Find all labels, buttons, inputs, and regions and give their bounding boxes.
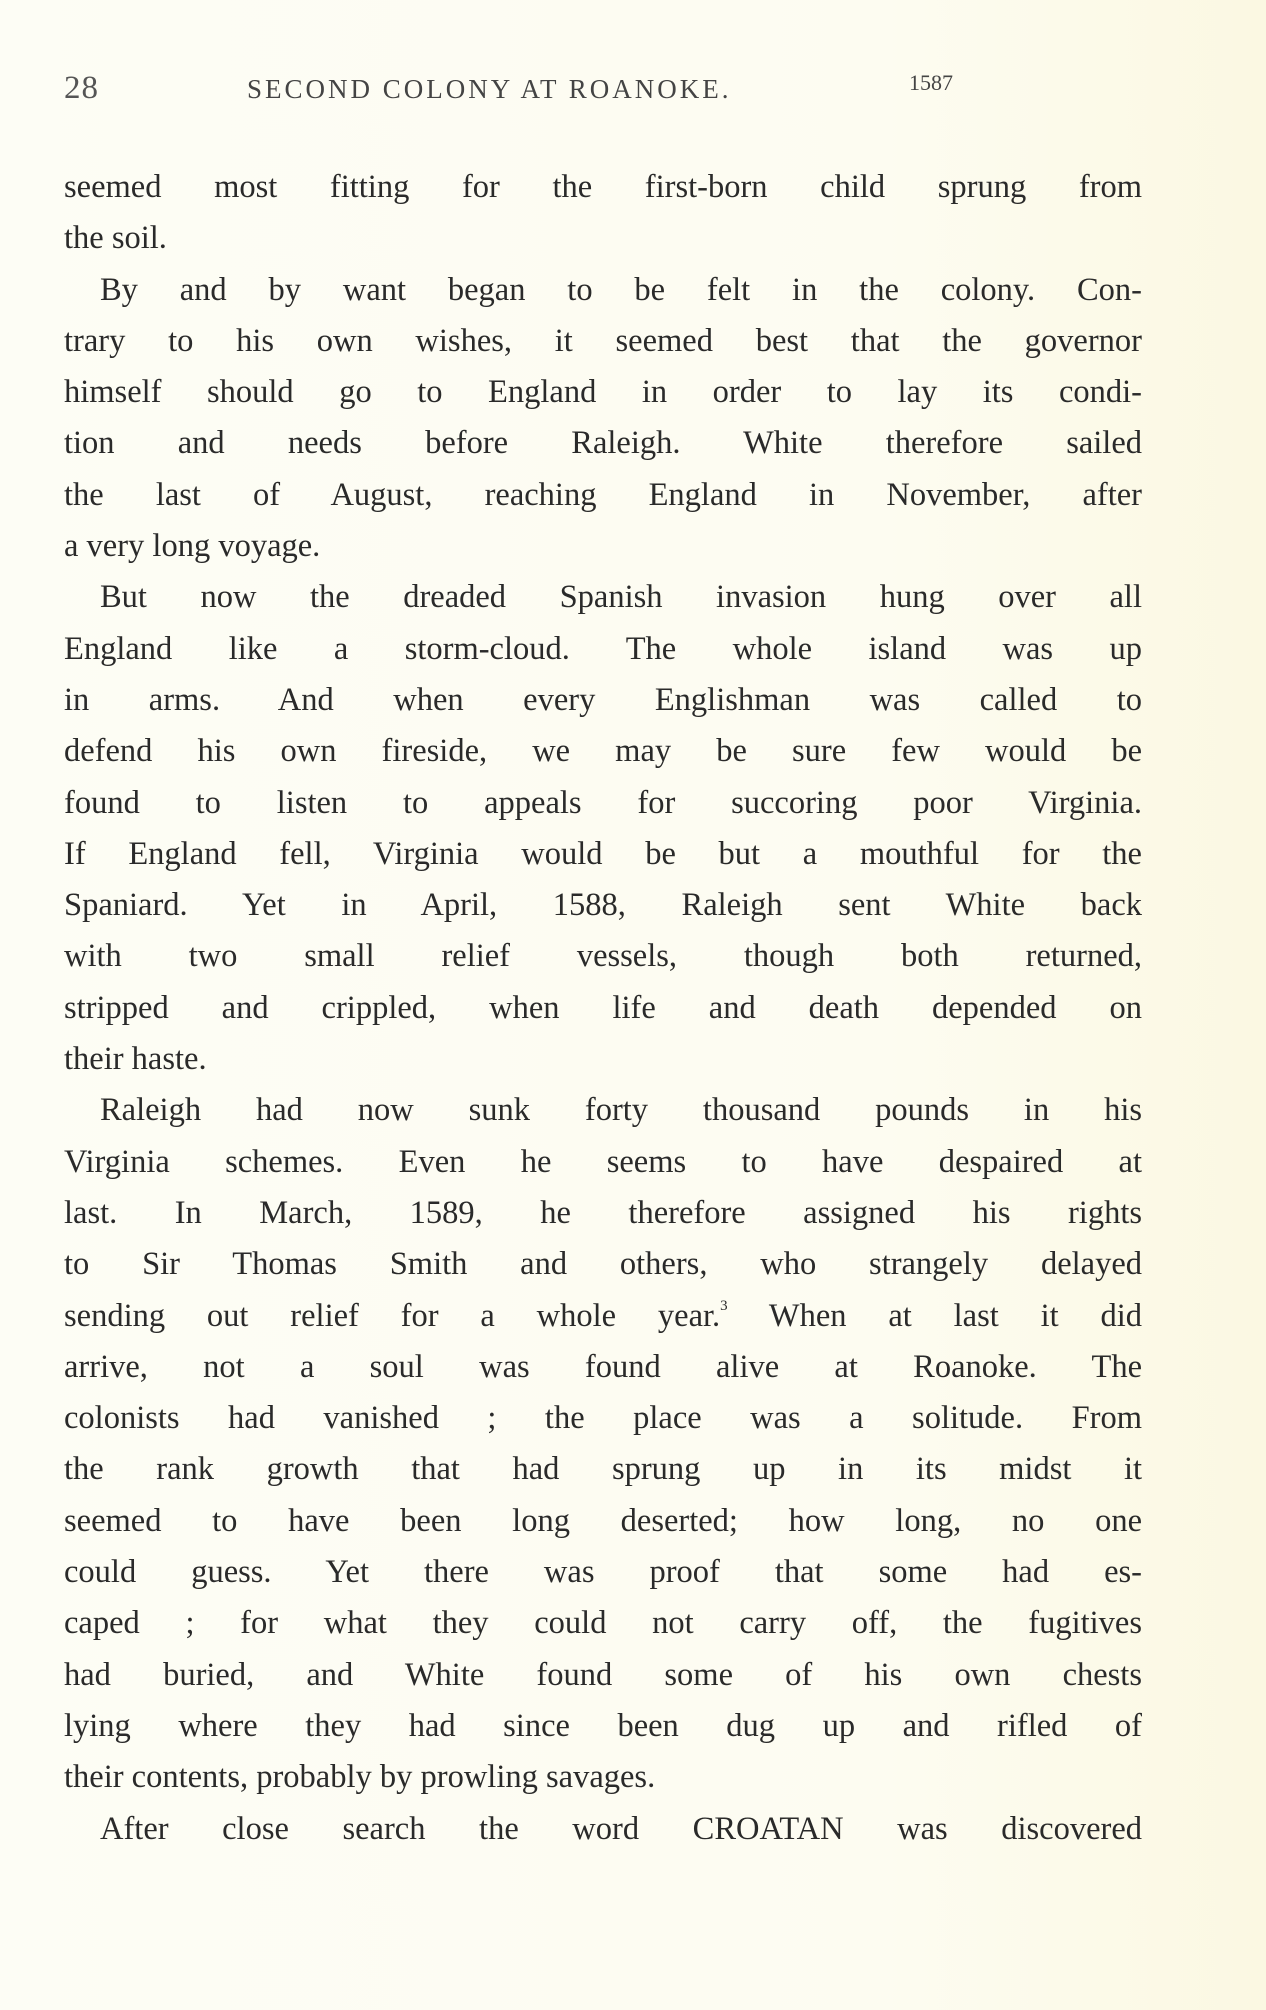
text-line-content: with two small relief vessels, though both returned, (64, 938, 1142, 975)
text-line-content: But now the dreaded Spanish invasion hung over all (100, 579, 1142, 616)
text-line (64, 829, 1142, 880)
text-line (64, 1034, 1142, 1085)
text-line-content: their haste. (64, 1041, 207, 1078)
text-line-content: last. In March, 1589, he therefore assigned his rights (64, 1194, 1142, 1231)
text-line (64, 572, 1142, 623)
text-line (64, 162, 1142, 213)
text-line-content: Virginia schemes. Even he seems to have despaired at (64, 1143, 1142, 1180)
text-line (64, 1085, 1142, 1136)
text-line-content: sending out relief for a whole year. (64, 1297, 721, 1334)
text-line-content: caped ; for what they could not carry off, the fugitives (64, 1605, 1142, 1642)
text-line (64, 1752, 1142, 1803)
text-line (64, 1393, 1142, 1444)
page-header (64, 70, 953, 120)
text-line (64, 1188, 1142, 1239)
text-line-content: seemed to have been long deserted; how long, no one (64, 1502, 1142, 1539)
text-line-content: arrive, not a soul was found alive at Roanoke. The (64, 1348, 1142, 1385)
text-line (64, 265, 1142, 316)
text-line (64, 1650, 1142, 1701)
text-line-content: If England fell, Virginia would be but a mouthful for the (64, 835, 1142, 872)
text-line-content: stripped and crippled, when life and death depended on (64, 989, 1142, 1026)
text-line (64, 624, 1142, 675)
text-line-content: tion and needs before Raleigh. White therefore sailed (64, 425, 1142, 462)
text-line-content: their contents, probably by prowling savages. (64, 1759, 656, 1796)
text-line-content: lying where they had since been dug up and rifled of (64, 1707, 1142, 1744)
text-line (64, 1239, 1142, 1290)
text-line-content: After close search the word CROATAN was discovered (100, 1810, 1142, 1847)
running-head: SECOND COLONY AT ROANOKE. (247, 74, 732, 104)
text-line (64, 1701, 1142, 1752)
text-line (64, 367, 1142, 418)
text-line (64, 1804, 1142, 1855)
text-line-content: himself should go to England in order to lay its condi- (64, 374, 1142, 411)
text-line-continuation: When at last it did (727, 1297, 1142, 1334)
text-line (64, 316, 1142, 367)
text-line-content: colonists had vanished ; the place was a solitude. From (64, 1400, 1142, 1437)
text-line (64, 726, 1142, 777)
text-line (64, 470, 1142, 521)
body-text (64, 162, 1142, 1855)
text-line-content: had buried, and White found some of his own chests (64, 1656, 1142, 1693)
text-line-content: defend his own fireside, we may be sure few would be (64, 733, 1142, 770)
text-line (64, 1342, 1142, 1393)
footnote-marker[interactable]: 3 (720, 1297, 728, 1314)
text-line (64, 1444, 1142, 1495)
text-line-content: to Sir Thomas Smith and others, who strangely delayed (64, 1246, 1142, 1283)
text-line-content: England like a storm-cloud. The whole island was up (64, 630, 1142, 667)
text-line (64, 931, 1142, 982)
text-line-content: the last of August, reaching England in November, after (64, 476, 1142, 513)
text-line (64, 1496, 1142, 1547)
text-line (64, 521, 1142, 572)
text-line-content: the soil. (64, 220, 167, 257)
text-line-content: seemed most fitting for the first-born child sprung from (64, 169, 1142, 205)
text-line (64, 880, 1142, 931)
running-head-year: 1587 (909, 70, 953, 95)
text-line (64, 675, 1142, 726)
text-line-content: By and by want began to be felt in the colony. Con- (100, 271, 1142, 308)
text-line-content: found to listen to appeals for succoring poor Virginia. (64, 784, 1142, 821)
text-line (64, 1547, 1142, 1598)
text-line-content: trary to his own wishes, it seemed best that the governor (64, 322, 1142, 359)
page-number: 28 (64, 70, 99, 106)
text-line (64, 1137, 1142, 1188)
text-line (64, 983, 1142, 1034)
text-line-content: Raleigh had now sunk forty thousand pounds in his (100, 1092, 1142, 1129)
text-line (64, 1291, 1142, 1342)
text-line (64, 213, 1142, 264)
text-line (64, 778, 1142, 829)
text-line-content: the rank growth that had sprung up in its midst it (64, 1451, 1142, 1488)
text-line-content: a very long voyage. (64, 528, 321, 565)
text-line (64, 418, 1142, 469)
text-line-content: Spaniard. Yet in April, 1588, Raleigh sent White back (64, 887, 1142, 924)
text-line-content: could guess. Yet there was proof that some had es- (64, 1554, 1142, 1591)
text-line-content: in arms. And when every Englishman was called to (64, 681, 1142, 718)
text-line (64, 1598, 1142, 1649)
